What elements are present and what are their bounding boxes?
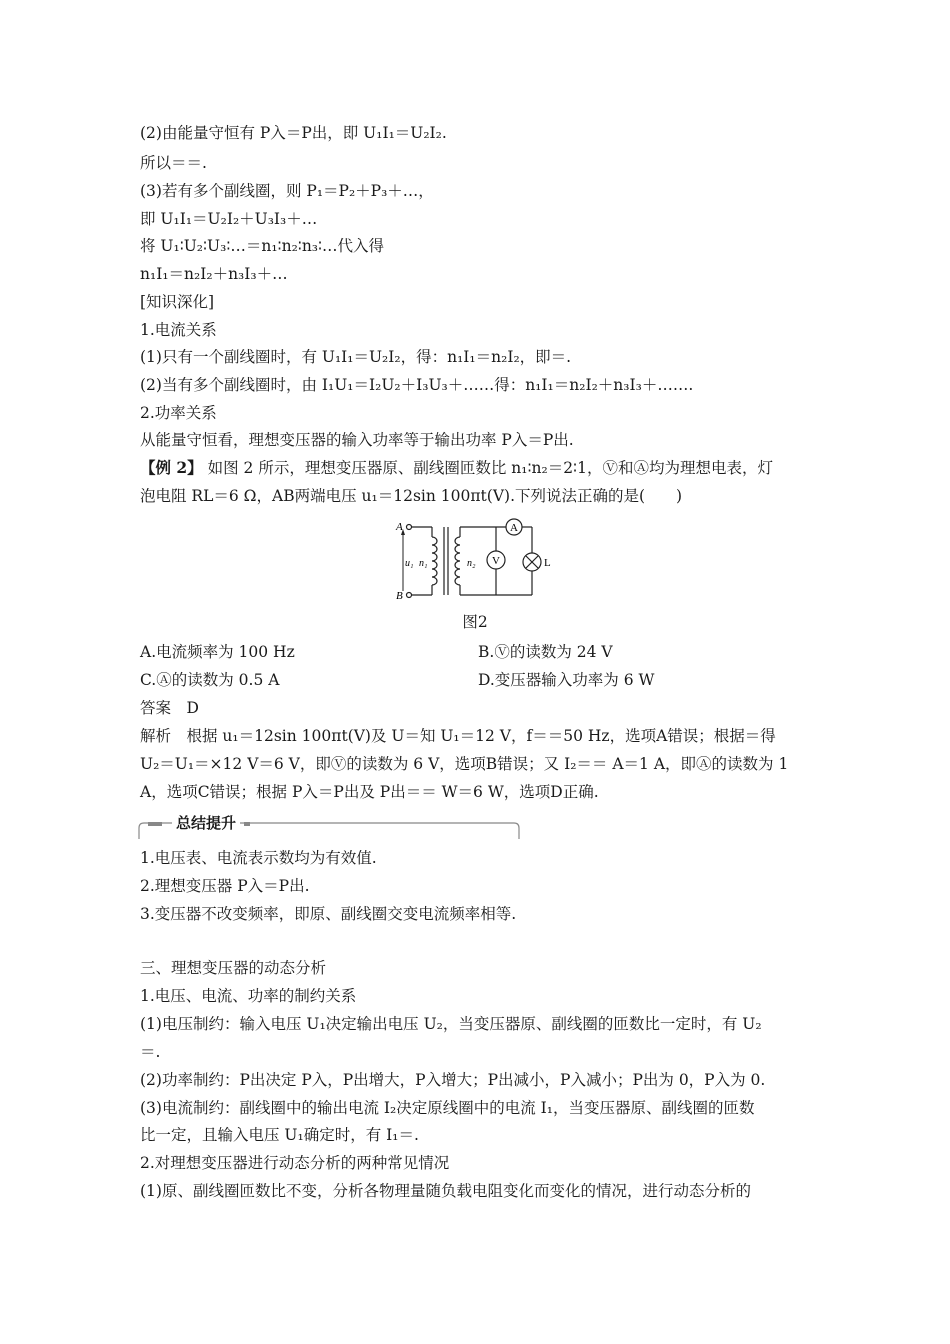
text-line: (1)电压制约：输入电压 U₁决定输出电压 U₂，当变压器原、副线圈的匝数比一定时，有 U₂ [140, 1015, 762, 1033]
answer-line: 答案 D [140, 699, 199, 717]
text-line: (3)若有多个副线圈，则 P₁＝P₂＋P₃＋…， [140, 182, 434, 200]
analysis-line: A，选项C错误；根据 P入＝P出及 P出＝＝ W＝6 W，选项D正确. [140, 783, 599, 801]
option-d: D.变压器输入功率为 6 W [478, 671, 655, 689]
summary-item: 3.变压器不改变频率，即原、副线圈交变电流频率相等. [140, 905, 517, 923]
text-line: (2)功率制约：P出决定 P入，P出增大，P入增大；P出减小，P入减小；P出为 0，P入为 0. [140, 1071, 766, 1089]
label-a: A [396, 521, 403, 533]
transformer-circuit-diagram [392, 515, 572, 607]
text-line: 比一定，且输入电压 U₁确定时，有 I₁＝. [140, 1126, 419, 1144]
section-heading: 三、理想变压器的动态分析 [140, 959, 327, 977]
terminal-a-icon [407, 525, 412, 530]
summary-item: 2.理想变压器 P入＝P出. [140, 877, 310, 895]
subheading: 1.电流关系 [140, 321, 217, 339]
voltmeter-label: V [492, 555, 500, 567]
secondary-coil [455, 537, 460, 585]
label-u1: u₁ [405, 558, 414, 569]
analysis-line: 解析 根据 u₁＝12sin 100πt(V)及 U＝知 U₁＝12 V，f＝＝50 Hz，选项A错误；根据＝得 [140, 727, 776, 745]
primary-coil [432, 537, 437, 585]
text-line: 所以＝＝. [140, 154, 207, 172]
subheading: 2.功率关系 [140, 404, 217, 422]
summary-item: 1.电压表、电流表示数均为有效值. [140, 849, 377, 867]
ammeter-label: A [510, 522, 518, 534]
figure-caption: 图2 [462, 613, 488, 631]
summary-title: 总结提升 [172, 812, 240, 833]
text-line: (1)只有一个副线圈时，有 U₁I₁＝U₂I₂，得：n₁I₁＝n₂I₂，即＝. [140, 348, 572, 366]
text-line: (2)当有多个副线圈时，由 I₁U₁＝I₂U₂＋I₃U₃＋……得：n₁I₁＝n₂I₂＋n₃I₃＋……. [140, 376, 694, 394]
text-line: (1)原、副线圈匝数比不变，分析各物理量随负载电阻变化而变化的情况，进行动态分析的 [140, 1182, 751, 1200]
text-line: ＝. [140, 1043, 161, 1061]
text-line: (2)由能量守恒有 P入＝P出，即 U₁I₁＝U₂I₂. [140, 124, 447, 142]
text-line: n₁I₁＝n₂I₂＋n₃I₃＋… [140, 265, 288, 283]
label-n1: n₁ [419, 558, 428, 569]
text-line: 将 U₁∶U₂∶U₃∶…＝n₁∶n₂∶n₃∶…代入得 [140, 237, 385, 255]
section-label: [知识深化] [140, 293, 215, 311]
label-n2: n₂ [467, 558, 476, 569]
text-line: 从能量守恒看，理想变压器的输入功率等于输出功率 P入＝P出. [140, 431, 574, 449]
label-b: B [396, 590, 403, 602]
label-l: L [544, 557, 551, 569]
option-b: B.Ⓥ的读数为 24 V [478, 643, 613, 661]
option-a: A.电流频率为 100 Hz [140, 643, 295, 661]
subheading: 2.对理想变压器进行动态分析的两种常见情况 [140, 1154, 450, 1172]
subheading: 1.电压、电流、功率的制约关系 [140, 987, 357, 1005]
analysis-line: U₂＝U₁＝×12 V＝6 V，即Ⓥ的读数为 6 V，选项B错误；又 I₂＝＝ A＝1 A，即Ⓐ的读数为 1 [140, 755, 789, 773]
example-text: 如图 2 所示，理想变压器原、副线圈匝数比 n₁∶n₂＝2∶1，Ⓥ和Ⓐ均为理想电表，灯 [207, 459, 773, 477]
option-c: C.Ⓐ的读数为 0.5 A [140, 671, 280, 689]
terminal-b-icon [407, 593, 412, 598]
example-line [140, 456, 773, 480]
text-line: 泡电阻 RL＝6 Ω，AB两端电压 u₁＝12sin 100πt(V).下列说法正确的是( ) [140, 487, 683, 505]
text-line: 即 U₁I₁＝U₂I₂＋U₃I₃＋… [140, 210, 318, 228]
example-tag: 【例 2】 [140, 458, 203, 477]
text-line: (3)电流制约：副线圈中的输出电流 I₂决定原线圈中的电流 I₁，当变压器原、副线圈的匝数 [140, 1099, 755, 1117]
